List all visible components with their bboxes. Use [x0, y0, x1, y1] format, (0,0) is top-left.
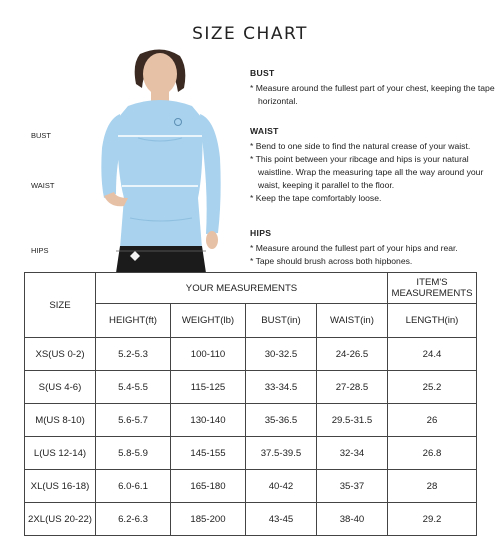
- page-title: SIZE CHART: [192, 24, 308, 44]
- size-column-header: SIZE: [25, 273, 96, 338]
- column-header-height: HEIGHT(ft): [96, 304, 171, 338]
- table-row: [25, 404, 477, 437]
- size-cell: L(US 12-14): [25, 437, 96, 470]
- model-left-sleeve: [101, 114, 120, 198]
- height-cell: 6.0-6.1: [96, 470, 171, 503]
- model-right-hand: [206, 231, 218, 249]
- height-cell: 5.2-5.3: [96, 338, 171, 371]
- bust-cell: 43-45: [246, 503, 317, 536]
- waist-line: * Keep the tape comfortably loose.: [250, 193, 382, 203]
- weight-cell: 100-110: [171, 338, 246, 371]
- bust-cell: 35-36.5: [246, 404, 317, 437]
- hips-line: * Tape should brush across both hipbones.: [250, 256, 413, 266]
- bust-cell: 33-34.5: [246, 371, 317, 404]
- waist-instructions: [250, 125, 495, 205]
- model-shirt: [118, 100, 203, 248]
- weight-cell: 115-125: [171, 371, 246, 404]
- table-row: [25, 437, 477, 470]
- column-header-weight: WEIGHT(lb): [171, 304, 246, 338]
- length-cell: 28: [388, 470, 477, 503]
- figure-label-hips: HIPS: [31, 246, 49, 255]
- waist-cell: 38-40: [317, 503, 388, 536]
- bust-cell: 37.5-39.5: [246, 437, 317, 470]
- length-cell: 25.2: [388, 371, 477, 404]
- table-row: [25, 503, 477, 536]
- size-cell: XL(US 16-18): [25, 470, 96, 503]
- weight-cell: 130-140: [171, 404, 246, 437]
- size-cell: XS(US 0-2): [25, 338, 96, 371]
- your-measurements-header: YOUR MEASUREMENTS: [96, 273, 388, 304]
- weight-cell: 165-180: [171, 470, 246, 503]
- hips-heading: HIPS: [250, 228, 272, 238]
- length-cell: 26.8: [388, 437, 477, 470]
- bust-heading: BUST: [250, 68, 275, 78]
- height-cell: 5.4-5.5: [96, 371, 171, 404]
- bust-cell: 40-42: [246, 470, 317, 503]
- waist-cell: 32-34: [317, 437, 388, 470]
- weight-cell: 145-155: [171, 437, 246, 470]
- waist-line: * This point between your ribcage and hips is your natural waistline. Wrap the measuring tape all the way around your waist, keeping it parallel to the floor.: [250, 154, 484, 190]
- size-table: [24, 272, 477, 536]
- weight-cell: 185-200: [171, 503, 246, 536]
- waist-cell: 24-26.5: [317, 338, 388, 371]
- item-measurements-header: ITEM'S MEASUREMENTS: [388, 273, 477, 304]
- waist-cell: 27-28.5: [317, 371, 388, 404]
- model-face: [143, 53, 177, 95]
- size-cell: 2XL(US 20-22): [25, 503, 96, 536]
- height-cell: 5.8-5.9: [96, 437, 171, 470]
- column-header-bust: BUST(in): [246, 304, 317, 338]
- table-row: [25, 371, 477, 404]
- column-header-waist: WAIST(in): [317, 304, 388, 338]
- bust-line: * Measure around the fullest part of your chest, keeping the tape horizontal.: [250, 83, 495, 106]
- height-cell: 6.2-6.3: [96, 503, 171, 536]
- waist-line: * Bend to one side to find the natural crease of your waist.: [250, 141, 471, 151]
- size-cell: S(US 4-6): [25, 371, 96, 404]
- model-pants: [116, 246, 206, 273]
- length-cell: 26: [388, 404, 477, 437]
- waist-cell: 35-37: [317, 470, 388, 503]
- length-cell: 29.2: [388, 503, 477, 536]
- height-cell: 5.6-5.7: [96, 404, 171, 437]
- bust-instructions: [250, 67, 495, 108]
- size-cell: M(US 8-10): [25, 404, 96, 437]
- table-row: [25, 470, 477, 503]
- model-illustration: [70, 48, 250, 273]
- bust-cell: 30-32.5: [246, 338, 317, 371]
- waist-cell: 29.5-31.5: [317, 404, 388, 437]
- hips-instructions: [250, 227, 495, 268]
- figure-label-bust: BUST: [31, 131, 52, 140]
- figure-label-waist: WAIST: [31, 181, 55, 190]
- table-header-row: [25, 273, 477, 304]
- waist-heading: WAIST: [250, 126, 279, 136]
- length-cell: 24.4: [388, 338, 477, 371]
- hips-line: * Measure around the fullest part of your hips and rear.: [250, 243, 458, 253]
- column-header-length: LENGTH(in): [388, 304, 477, 338]
- model-right-sleeve: [200, 114, 221, 234]
- table-row: [25, 338, 477, 371]
